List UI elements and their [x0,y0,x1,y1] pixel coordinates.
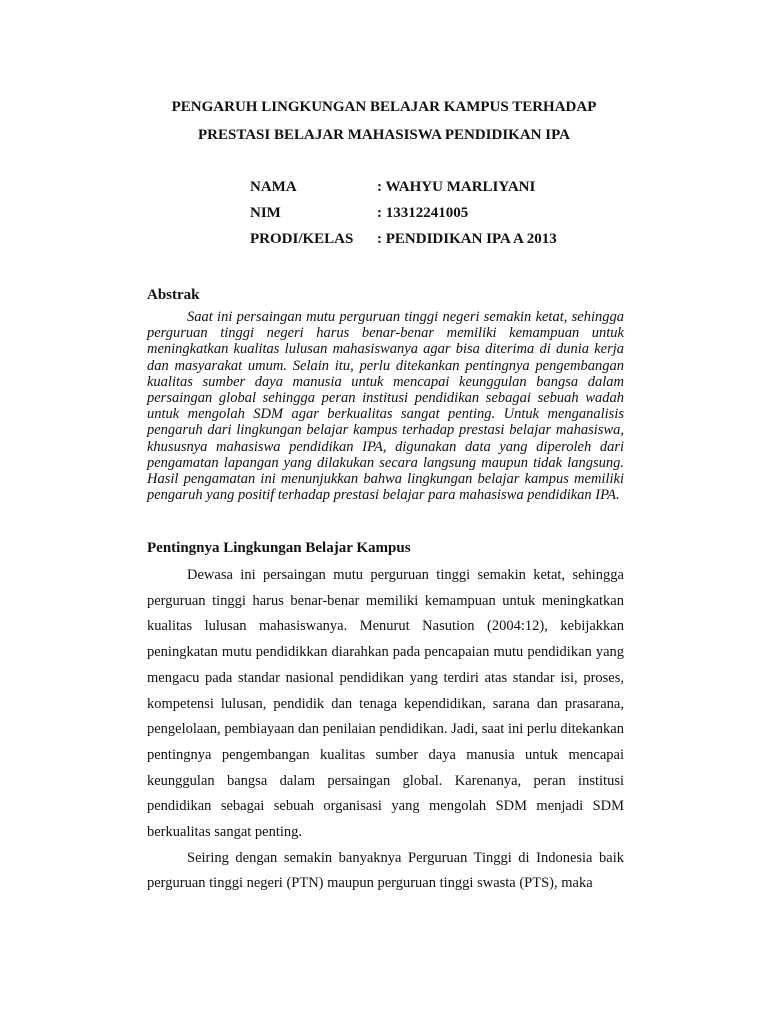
title-line-2: PRESTASI BELAJAR MAHASISWA PENDIDIKAN IPA [197,127,570,143]
identity-block [250,176,557,254]
paragraph-2: Seiring dengan semakin banyaknya Perguruan Tinggi di Indonesia baik perguruan tinggi negeri (PTN) maupun perguruan tinggi swasta (PTS), maka [147,849,624,892]
identity-row-prodi [250,228,557,254]
abstract-heading: Abstrak [147,287,200,303]
identity-value: : 13312241005 [377,205,469,221]
abstract-text: Saat ini persaingan mutu perguruan tinggi negeri semakin ketat, sehingga perguruan tinggi negeri harus benar-benar memiliki kemampuan untuk meningkatkan kualitas lulusan mahasiswanya agar bisa diterima di dunia kerja dan masyarakat umum. Selain itu, perlu ditekankan pentingnya pengembangan kualitas sumber daya manusia untuk mencapai keunggulan bangsa dalam persaingan global sehingga peran institusi pendidikan sebagai sebuah wadah untuk mengolah SDM agar berkualitas sangat penting. Untuk menganalisis pengaruh dari lingkungan belajar kampus terhadap prestasi belajar mahasiswa, khususnya mahasiswa pendidikan IPA, digunakan data yang diperoleh dari pengamatan lapangan yang dilakukan secara langsung maupun tidak langsung. Hasil pengamatan ini menunjukkan bahwa lingkungan belajar kampus memiliki pengaruh yang positif terhadap prestasi belajar para mahasiswa pendidikan IPA. [147,309,624,504]
identity-row-nama [250,176,557,202]
identity-value: : WAHYU MARLIYANI [377,179,536,195]
title-line-1: PENGARUH LINGKUNGAN BELAJAR KAMPUS TERHADAP [171,99,597,115]
identity-row-nim [250,202,557,228]
identity-label: PRODI/KELAS [250,231,354,247]
identity-label: NAMA [250,179,297,195]
section-body [147,563,624,897]
identity-value: : PENDIDIKAN IPA A 2013 [377,231,557,247]
paragraph-1: Dewasa ini persaingan mutu perguruan tinggi semakin ketat, sehingga perguruan tinggi harus benar-benar memiliki kemampuan untuk meningkatkan kualitas lulusan mahasiswanya. Menurut Nasution (2004:12), kebijakkan peningkatan mutu pendidikkan diarahkan pada pencapaian mutu pendidikan yang mengacu pada standar nasional pendidikan yang terdiri atas standar isi, proses, kompetensi lulusan, pendidik dan tenaga kependidikan, sarana dan prasarana, pengelolaan, pembiayaan dan penilaian pendidikan. Jadi, saat ini perlu ditekankan pentingnya pengembangan kualitas sumber daya manusia untuk mencapai keunggulan bangsa dalam persaingan global. Karenanya, peran institusi pendidikan sebagai sebuah organisasi yang mengolah SDM menjadi SDM berkualitas sangat penting. [147,567,624,841]
identity-label: NIM [250,205,281,221]
section-heading: Pentingnya Lingkungan Belajar Kampus [147,540,411,556]
